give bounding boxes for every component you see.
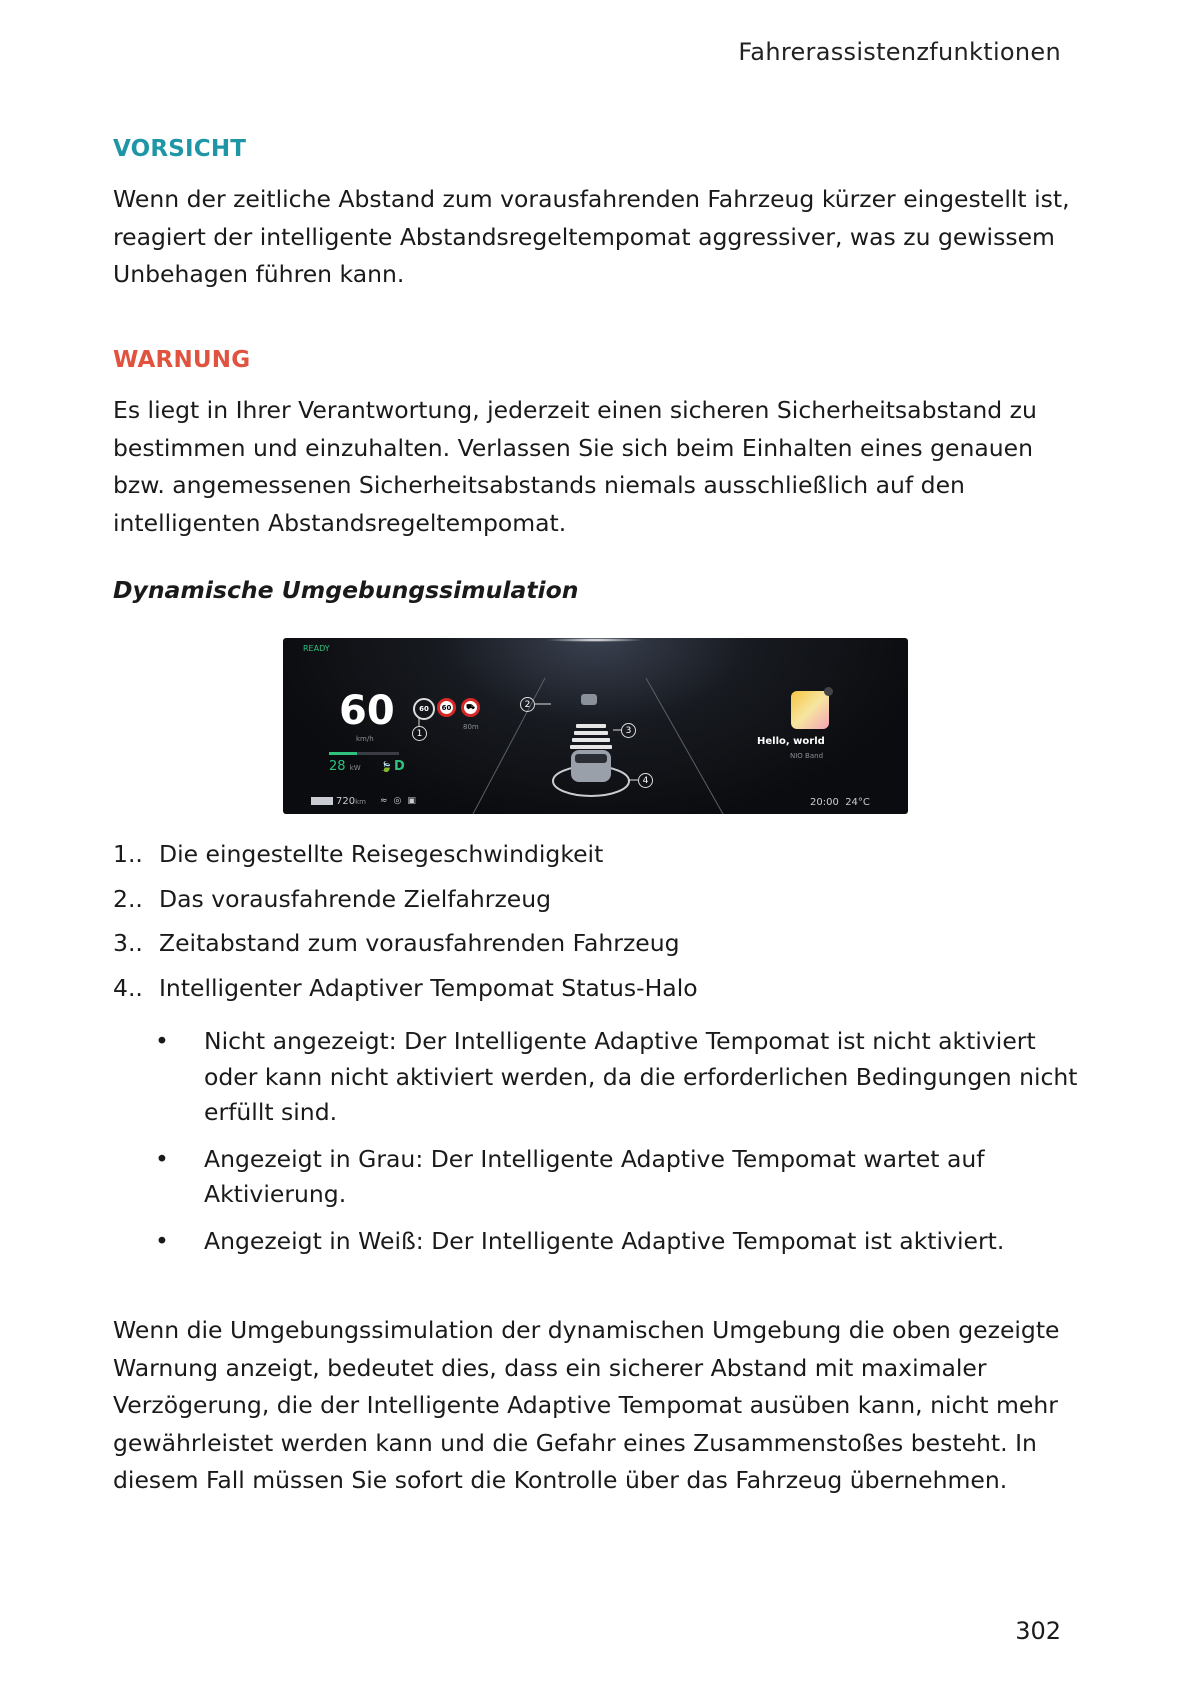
media-title: Hello, world (757, 736, 825, 747)
warning-label: WARNUNG (113, 347, 251, 373)
legend-item (113, 885, 698, 930)
callout-1: 1 (412, 726, 427, 741)
album-art (791, 691, 829, 729)
caution-label: VORSICHT (113, 136, 247, 162)
overtaking-sign-icon: ⛟ (461, 698, 480, 717)
caution-text: Wenn der zeitliche Abstand zum vorausfahrenden Fahrzeug kürzer eingestellt ist, reagiert der intelligente Abstandsregeltempomat aggressiver, was zu gewissem Unbehagen führen kann. (113, 185, 1070, 288)
time-gap-stripes (570, 724, 612, 749)
eco-leaf-icon: 🍃 (380, 762, 393, 773)
speed-readout: 60 (339, 688, 395, 734)
legend-number: 4.. (113, 973, 143, 1002)
target-vehicle-icon (581, 694, 597, 705)
legend-list (113, 840, 698, 1018)
seat-icon: ▣ (407, 796, 422, 806)
range-value: 720 (336, 796, 356, 807)
legend-text: Zeitabstand zum vorausfahrenden Fahrzeug (159, 929, 680, 957)
callout-4: 4 (638, 773, 653, 788)
wiper-icon: ≈ (380, 796, 394, 806)
gear-indicator: D (394, 759, 405, 774)
temperature: 24°C (845, 797, 870, 808)
legend-number: 1.. (113, 840, 143, 868)
media-artist: NIO Band (790, 752, 824, 760)
range-unit: km (355, 798, 366, 806)
bullet-item (155, 1024, 1095, 1131)
clock-time: 20:00 (810, 797, 839, 808)
callout-2: 2 (520, 697, 535, 712)
legend-text: Intelligenter Adaptiver Tempomat Status-Halo (159, 973, 698, 1002)
legend-text: Das vorausfahrende Zielfahrzeug (159, 884, 552, 913)
ready-indicator: READY (303, 644, 330, 653)
warning-text: Es liegt in Ihrer Verantwortung, jederzeit einen sicheren Sicherheitsabstand zu bestimmen und einzuhalten. Verlassen Sie sich beim Einhalten eines genauen bzw. angemessenen Sicherheitsabstands niemals ausschließlich auf den intelligenten Abstandsregeltempomat. (113, 396, 1037, 537)
bullet-dot: • (155, 1027, 169, 1055)
closing-paragraph: Wenn die Umgebungssimulation der dynamischen Umgebung die oben gezeigte Warnung anzeigt, bedeutet dies, dass ein sicherer Abstand mit maximaler Verzögerung, die der Intelligente Adaptive Tempomat ausüben kann, nicht mehr gewährleistet werden kann und die Gefahr eines Zusammenstoßes besteht. In diesem Fall müssen Sie sofort die Kontrolle über das Fahrzeug übernehmen. (113, 1316, 1060, 1494)
section-title: Dynamische Umgebungssimulation (113, 576, 579, 604)
halo-status-list (155, 1024, 1095, 1270)
bullet-text: Angezeigt in Grau: Der Intelligente Adaptive Tempomat wartet auf Aktivierung. (204, 1144, 985, 1208)
set-speed-icon: 60 (413, 698, 435, 720)
bullet-item (155, 1224, 1095, 1260)
legend-item (113, 929, 698, 974)
page-header: Fahrerassistenzfunktionen (738, 38, 1061, 66)
bullet-text: Angezeigt in Weiß: Der Intelligente Adaptive Tempomat ist aktiviert. (204, 1226, 1005, 1255)
bullet-dot: • (155, 1144, 169, 1173)
power-unit: kW (349, 764, 361, 772)
time-temp-readout (810, 797, 870, 808)
camera-icon: ◎ (393, 796, 408, 806)
legend-text: Die eingestellte Reisegeschwindigkeit (159, 840, 604, 868)
legend-number: 2.. (113, 884, 143, 913)
power-value: 28 (329, 759, 346, 774)
callout-3: 3 (621, 723, 636, 738)
page-number: 302 (1015, 1617, 1061, 1645)
bullet-item (155, 1142, 1095, 1213)
bullet-dot: • (155, 1226, 169, 1255)
bullet-text: Nicht angezeigt: Der Intelligente Adaptive Tempomat ist nicht aktiviert oder kann nicht aktiviert werden, da die erforderlichen Bedingungen nicht erfüllt sind. (204, 1027, 1078, 1126)
dashboard-image (283, 638, 908, 814)
legend-item (113, 974, 698, 1019)
speed-limit-sign: 60 (437, 698, 456, 717)
speed-unit: km/h (356, 735, 374, 743)
legend-item (113, 840, 698, 885)
legend-number: 3.. (113, 929, 143, 957)
distance-readout: 80m (463, 723, 479, 731)
